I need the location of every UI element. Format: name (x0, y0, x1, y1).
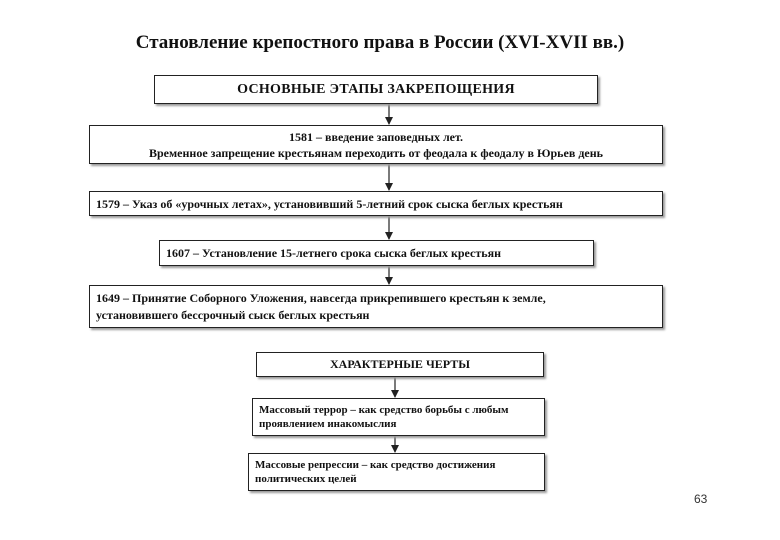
page-title: Становление крепостного права в России (XVI-XVII вв.) (135, 32, 625, 53)
stage-1649-line-2: установившего бессрочный сыск беглых крестьян (96, 308, 370, 322)
feature-repressions-line-2: политических целей (255, 473, 357, 485)
stage-box-1649 (89, 285, 663, 328)
main-stages-header-text: ОСНОВНЫЕ ЭТАПЫ ЗАКРЕПОЩЕНИЯ (237, 81, 515, 97)
stage-1579-line-1: 1579 – Указ об «урочных летах», установивший 5-летний срок сыска беглых крестьян (96, 197, 563, 211)
stage-1607-line-1: 1607 – Установление 15-летнего срока сыска беглых крестьян (166, 246, 501, 260)
features-header (256, 352, 544, 377)
stage-1581-line-2: Временное запрещение крестьянам переходить от феодала к феодалу в Юрьев день (149, 145, 603, 160)
feature-terror-line-1: Массовый террор – как средство борьбы с любым (259, 404, 509, 416)
stage-1649-line-1: 1649 – Принятие Соборного Уложения, навсегда прикрепившего крестьян к земле, (96, 291, 546, 305)
feature-box-repressions (248, 453, 545, 491)
feature-terror-line-2: проявлением инакомыслия (259, 418, 397, 430)
stage-box-1581 (89, 125, 663, 164)
stage-1581-line-1: 1581 – введение заповедных лет. (288, 129, 463, 144)
feature-repressions-line-1: Массовые репрессии – как средство достижения (255, 459, 496, 471)
features-header-text: ХАРАКТЕРНЫЕ ЧЕРТЫ (329, 357, 471, 371)
stage-box-1579 (89, 191, 663, 216)
main-stages-header (154, 75, 598, 104)
page-number: 63 (694, 492, 708, 506)
feature-box-terror (252, 398, 545, 436)
stage-box-1607 (159, 240, 594, 266)
